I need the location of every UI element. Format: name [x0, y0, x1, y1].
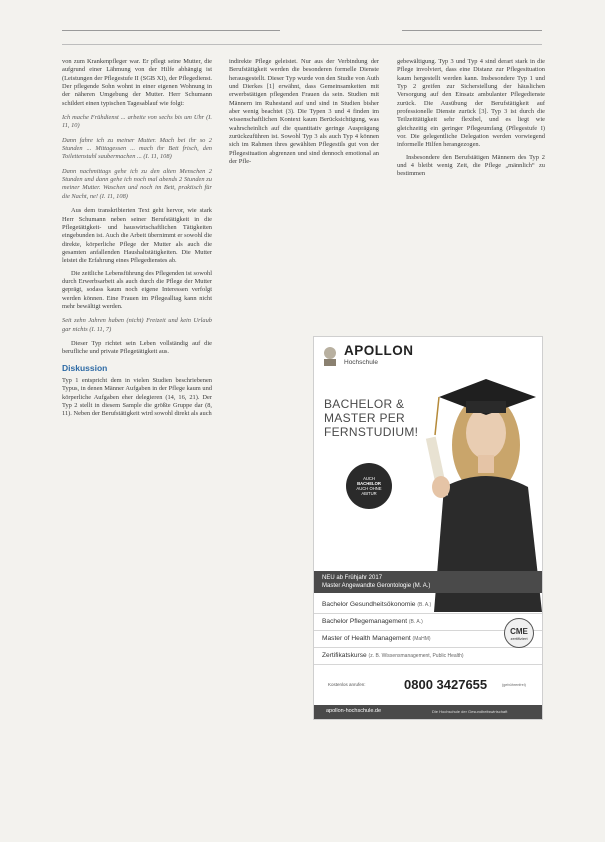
ad-new-program-banner	[314, 571, 542, 593]
ad-footer-tagline: Die Hochschule der Gesundheitswirtschaft	[432, 709, 508, 714]
program-name: Zertifikatskurse	[322, 652, 367, 659]
badge-line-1: AUCH	[363, 475, 375, 481]
col1-quote-1: Ich mache Frühdienst ... arbeite von sechs bis um Uhr (I. 11, 10)	[62, 114, 212, 130]
col2-paragraph-1: indirekte Pflege geleistet. Nur aus der Verbindung der Berufstätigkeit werden die besonderen formelle Dienste herausgestellt. Dieser Typ wurde von den Studie von Auth und Dierkes [1] erwähnt, dass Gemeinsamkeiten mit erwerbstätigen pflegenden Frauen da sein. Studien mit Männern im Ruhestand auf und sind in Studien bisher aber wenig beachtet (3). Die Typen 3 und 4 finden im wissenschaftlichen Kontext kaum Berücksichtigung, was wahrscheinlich auf die quantitativ geringe Ausprägung zurückzuführen ist. Sowohl Typ 3 als auch Typ 4 können sich im Rahmen ihres gewählten Pflegestils gut von der Pflegesituation abgrenzen und sind dennoch emotional an der Pfle-	[229, 58, 379, 166]
col1-quote-3: Dann nachmittags gehe ich zu den alten Menschen 2 Stunden und dann gehe ich noch mal abends 2 Stunden zu meiner Mutter. Waschen und noch im Bett, praktisch für die Nacht, ne! (I. 11, 108)	[62, 167, 212, 200]
section-heading-diskussion: Diskussion	[62, 362, 108, 373]
apollon-logo-icon	[320, 345, 340, 367]
bachelor-badge	[346, 463, 392, 509]
column-1	[62, 58, 212, 423]
ad-headline	[324, 397, 454, 439]
column-2	[229, 58, 379, 170]
ad-program-row[interactable]	[314, 648, 542, 665]
ad-footer-bar	[314, 705, 542, 719]
ad-brand-name: APOLLON	[344, 343, 414, 358]
col1-paragraph-4: Dieser Typ richtet sein Leben vollständig auf die berufliche und private Pflegetätigkeit aus.	[62, 339, 212, 356]
cme-label: CME	[510, 627, 528, 636]
ad-brand-subtitle: Hochschule	[344, 359, 378, 366]
cme-seal-icon	[504, 618, 534, 648]
col1-paragraph-1: von zum Krankenpfleger war. Er pflegt seine Mutter, die aufgrund einer Lähmung von der Hilfe abhängig ist (Leistungen der Pflegestufe II (SGB XI), der Pflegedienst. Der pflegende Sohn wohnt in einer eigenen Wohnung in der näheren Umgebung der Mutter. Herr Schumann schildert einen typischen Tagesablauf wie folgt:	[62, 58, 212, 107]
ad-headline-line-1: BACHELOR &	[324, 397, 405, 411]
header-rule-full	[62, 44, 542, 45]
cme-sub-label: zertifiziert	[510, 636, 528, 641]
col3-paragraph-2: Insbesondere den Berufstätigen Männern des Typ 2 und 4 bleibt wenig Zeit, die Pflege „männlich“ zu bestimmen	[397, 153, 545, 178]
col1-paragraph-3: Die zeitliche Lebensführung des Pflegenden ist sowohl durch Erwerbsarbeit als auch durch die Pflege der Mutter geprägt, sodass kaum noch eigene Interessen verfolgt werden können. Eine Frauen im Pflegealltag kann nicht mehr bewältigt werden.	[62, 269, 212, 310]
badge-line-4: ABITUR	[361, 491, 377, 497]
program-name: Bachelor Pflegemanagement	[322, 618, 408, 625]
ad-new-line-1: NEU ab Frühjahr 2017	[322, 575, 383, 581]
ad-phone-label: Kostenlos anrufen:	[328, 682, 366, 687]
ad-headline-line-3: FERNSTUDIUM!	[324, 425, 419, 439]
program-detail: (B. A.)	[408, 619, 423, 625]
header-rule-left	[62, 30, 280, 31]
col1-paragraph-5: Typ 1 entspricht dem in vielen Studien beschriebenen Typus, in denen Männer Aufgaben in der Pflege kaum und körperliche Aufgaben eher delegieren (14, 16, 21). Der Typ 2 stellt in diesem Sample die größte Gruppe dar (8, 11). Neben der Berufstätigkeit wird sowohl direkt als auch	[62, 377, 212, 418]
ad-headline-line-2: MASTER PER	[324, 411, 406, 425]
program-detail: (B. A.)	[417, 602, 432, 608]
program-name: Bachelor Gesundheitsökonomie	[322, 601, 416, 608]
col3-paragraph-1: gebewältigung. Typ 3 und Typ 4 sind derart stark in die Pflege involviert, dass eine Distanz zur Pflegesituation kaum hergestellt werden kann. Insbesondere Typ 1 und Typ 2 greifen zur Sicherstellung der häuslichen Versorgung auf den Einsatz ambulanter Pflegedienste zurück. Die Ausübung der Berufstätigkeit auf professionelle Dienste zurück [3]. Typ 3 ist durch die Teilzeittätigkeit sehr flexibel, und es liegt wie gleichzeitig ein geringer Pflegeumfang (Pflegestufe I) vor. Die gelegentliche Delegation werden vorwiegend informelle Hilfen herangezogen.	[397, 58, 545, 149]
header-rule-right	[402, 30, 542, 31]
program-name: Master of Health Management	[322, 635, 411, 642]
ad-new-line-2: Master Angewandte Gerontologie (M. A.)	[322, 583, 431, 589]
apollon-advertisement[interactable]	[313, 336, 543, 720]
col1-quote-2: Dann fahre ich zu meiner Mutter. Mach bei ihr so 2 Stunden ... Mittagessen ... mach ihr Bett frisch, den Toilettenstuhl saubermachen ... (I. 11, 108)	[62, 136, 212, 161]
ad-phone-number[interactable]: 0800 3427655	[404, 677, 488, 692]
column-3	[397, 58, 545, 183]
badge-line-3: AUCH OHNE	[356, 486, 382, 491]
program-detail: (z. B. Wissensmanagement, Public Health)	[368, 653, 464, 659]
col1-paragraph-2: Aus dem transkribierten Text geht hervor, wie stark Herr Schumann neben seiner Berufstätigkeit in die Pflegetätigkeit- und hauswirtschaftlichen Tätigkeiten eingebunden ist. Auch die Arbeit übernimmt er sowohl die direkte, körperliche Pflege der Mutter als auch die gesamten anfallenden Haushaltstätigkeiten. Die Mutter leistet die Erfahrung eines Pflegedienstes ab.	[62, 207, 212, 265]
program-detail: (MaHM)	[412, 636, 431, 642]
ad-program-row[interactable]	[314, 597, 542, 614]
col1-quote-4: Seit zehn Jahren haben (nicht) Freizeit und kein Urlaub gar nichts (I. 11, 7)	[62, 317, 212, 333]
badge-line-2: BACHELOR	[357, 480, 381, 486]
ad-website-link[interactable]: apollon-hochschule.de	[326, 708, 382, 714]
ad-phone-note: (gebührenfrei)	[502, 683, 526, 687]
